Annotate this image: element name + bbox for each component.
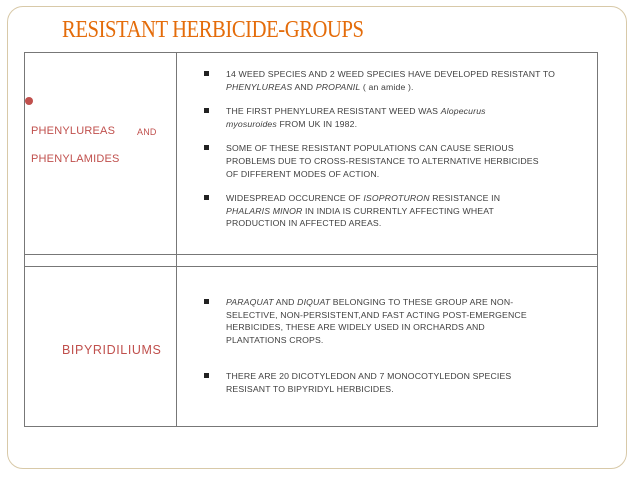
square-bullet-icon [204,373,209,378]
square-bullet-icon [204,299,209,304]
square-bullet-icon [204,108,209,113]
bipyridiliums-points [204,296,596,408]
phenylureas-points [204,68,596,242]
square-bullet-icon [204,195,209,200]
label-phenylamides: PHENYLAMIDES [31,153,120,165]
slide-title: RESISTANT HERBICIDE-GROUPS [62,17,364,43]
list-item: 14 WEED SPECIES AND 2 WEED SPECIES HAVE DEVELOPED RESISTANT TO PHENYLUREAS AND PROPANIL ( an amide ). [204,68,596,93]
label-phenylureas: PHENYLUREAS [31,125,116,137]
list-item: WIDESPREAD OCCURENCE OF ISOPROTURON RESISTANCE IN PHALARIS MINOR IN INDIA IS CURRENTLY AFFECTING WHEAT PRODUCTION IN AFFECTED AREAS. [204,192,596,230]
list-item: THE FIRST PHENYLUREA RESISTANT WEED WAS Alopecurus myosuroides FROM UK IN 1982. [204,105,596,130]
square-bullet-icon [204,145,209,150]
list-item: SOME OF THESE RESISTANT POPULATIONS CAN CAUSE SERIOUS PROBLEMS DUE TO CROSS-RESISTANCE TO ALTERNATIVE HERBICIDES OF DIFFERENT MODES OF ACTION. [204,142,596,180]
bullet-dot-icon [25,97,33,105]
square-bullet-icon [204,71,209,76]
list-item: PARAQUAT AND DIQUAT BELONGING TO THESE GROUP ARE NON- SELECTIVE, NON-PERSISTENT,AND FAST ACTING POST-EMERGENCE HERBICIDES, THESE ARE WIDELY USED IN ORCHARDS AND PLANTATIONS CROPS. [204,296,596,346]
label-bipyridiliums: BIPYRIDILIUMS [62,343,162,357]
label-and: AND [137,127,157,137]
list-item: THERE ARE 20 DICOTYLEDON AND 7 MONOCOTYLEDON SPECIES RESISANT TO BIPYRIDYL HERBICIDES. [204,370,596,395]
